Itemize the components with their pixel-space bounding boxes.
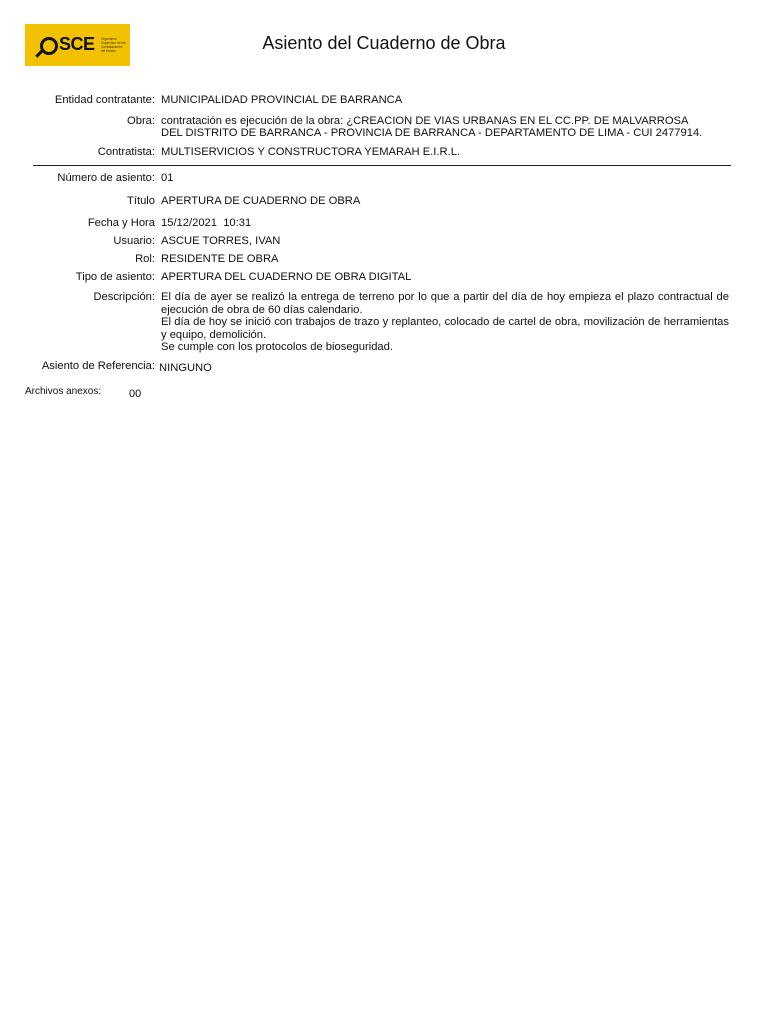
entidad-label: Entidad contratante: bbox=[54, 94, 155, 106]
tipo-value: APERTURA DEL CUADERNO DE OBRA DIGITAL bbox=[161, 271, 412, 283]
contratista-label: Contratista: bbox=[97, 146, 155, 158]
section-divider bbox=[33, 165, 731, 166]
anexos-label: Archivos anexos: bbox=[25, 386, 102, 397]
usuario-value: ASCUE TORRES, IVAN bbox=[161, 235, 281, 247]
numero-value: 01 bbox=[161, 172, 174, 184]
obra-value-line2: DEL DISTRITO DE BARRANCA - PROVINCIA DE BARRANCA - DEPARTAMENTO DE LIMA - CUI 2477914. bbox=[161, 127, 703, 139]
descripcion-paragraph-1: El día de ayer se realizó la entrega de terreno por lo que a partir del día de hoy empieza el plazo contractual de ejecución de obra de 60 días calendario. bbox=[161, 291, 729, 316]
logo-text: SCE bbox=[59, 34, 95, 54]
descripcion-paragraph-2: El día de hoy se inició con trabajos de trazo y replanteo, colocado de cartel de obra, movilización de herramientas y equipo, demolición. bbox=[161, 316, 729, 341]
logo-subtitle: Organismo Supervisor de las Contrataciones del Estado bbox=[101, 37, 126, 53]
rol-label: Rol: bbox=[135, 253, 155, 265]
fecha-value: 15/12/2021 10:31 bbox=[161, 217, 252, 229]
obra-value-line1: contratación es ejecución de la obra: ¿CREACION DE VIAS URBANAS EN EL CC.PP. DE MALVARROSA bbox=[161, 115, 689, 127]
document-title: Asiento del Cuaderno de Obra bbox=[262, 33, 506, 53]
fecha-label: Fecha y Hora bbox=[87, 217, 155, 229]
entidad-value: MUNICIPALIDAD PROVINCIAL DE BARRANCA bbox=[161, 94, 403, 106]
usuario-label: Usuario: bbox=[113, 235, 155, 247]
descripcion-value bbox=[161, 291, 729, 354]
anexos-value: 00 bbox=[129, 388, 142, 400]
descripcion-paragraph-3: Se cumple con los protocolos de bioseguridad. bbox=[161, 341, 393, 353]
titulo-value: APERTURA DE CUADERNO DE OBRA bbox=[161, 195, 361, 207]
rol-value: RESIDENTE DE OBRA bbox=[161, 253, 279, 265]
obra-label: Obra: bbox=[127, 115, 155, 127]
tipo-label: Tipo de asiento: bbox=[75, 271, 155, 283]
referencia-value: NINGUNO bbox=[159, 362, 212, 374]
titulo-label: Título bbox=[127, 195, 155, 207]
referencia-label: Asiento de Referencia: bbox=[41, 360, 155, 372]
contratista-value: MULTISERVICIOS Y CONSTRUCTORA YEMARAH E.I.R.L. bbox=[161, 146, 461, 158]
numero-label: Número de asiento: bbox=[57, 172, 155, 184]
descripcion-label: Descripción: bbox=[93, 291, 155, 303]
